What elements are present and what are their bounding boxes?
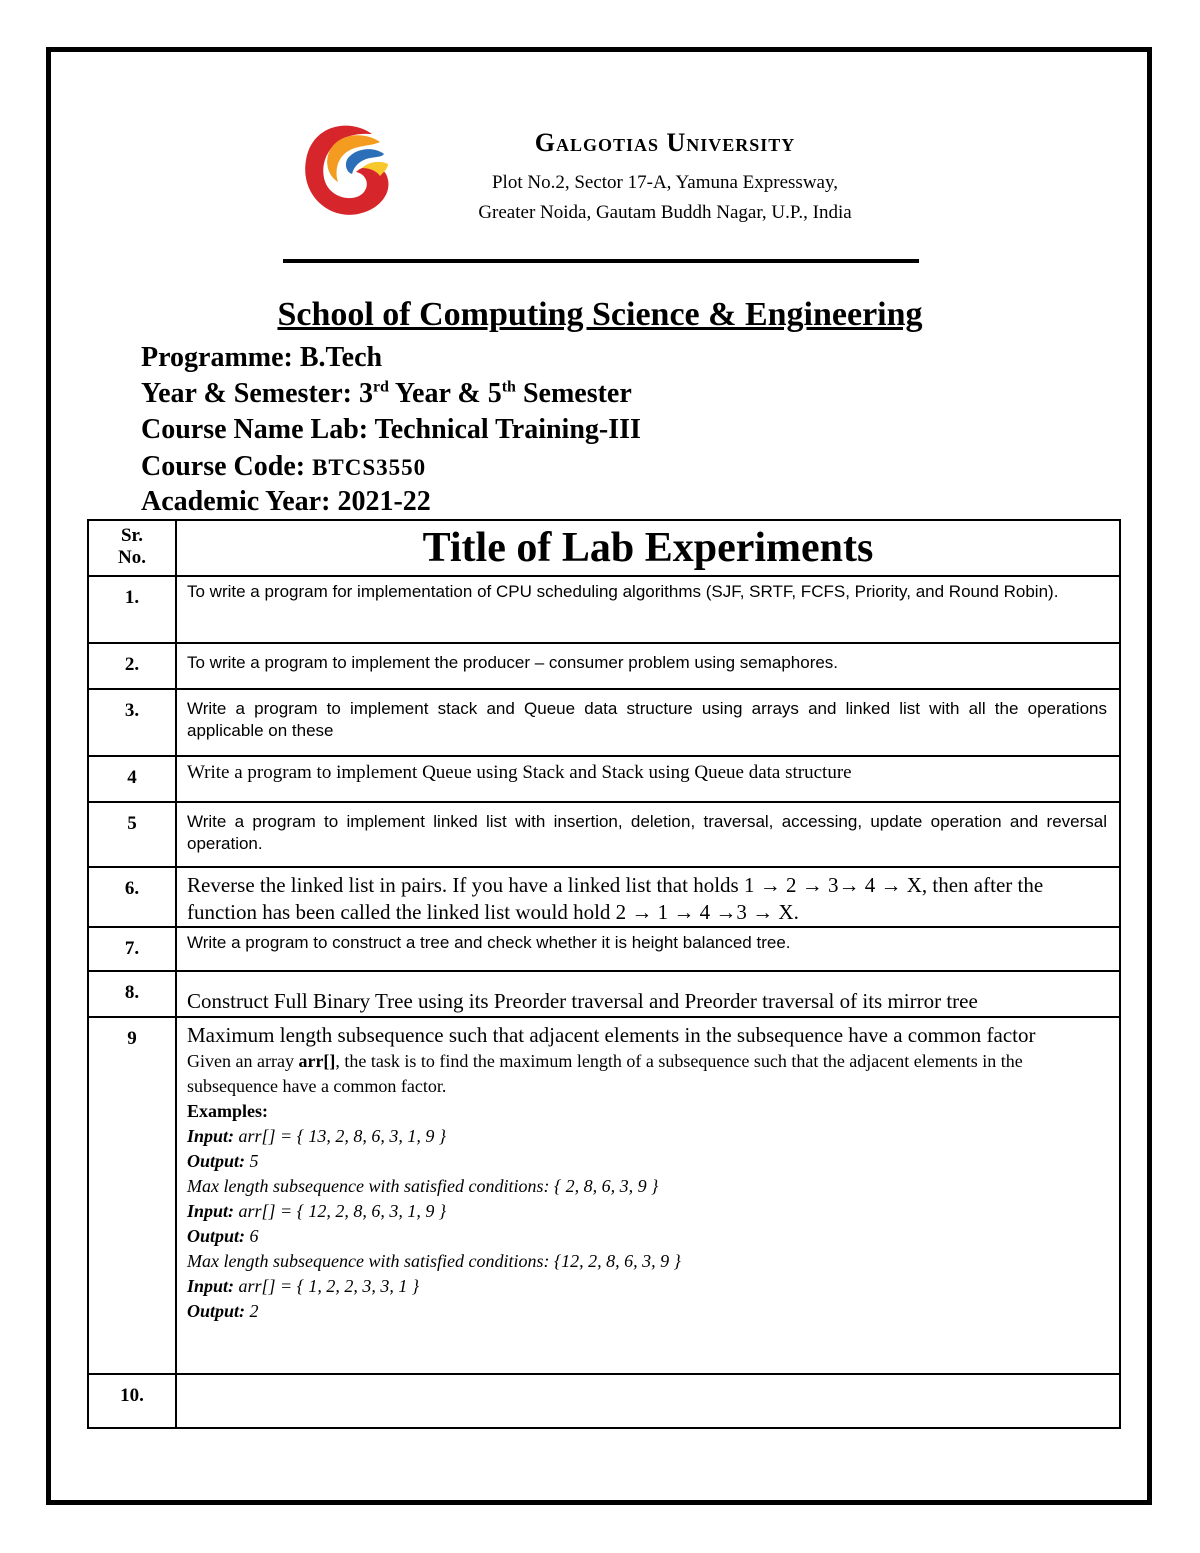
- row-text: Write a program to construct a tree and check whether it is height balanced tree.: [176, 927, 1120, 971]
- year-semester-line: [141, 378, 632, 410]
- row-sr: 8.: [88, 971, 176, 1017]
- academic-year-value: 2021-22: [337, 486, 431, 517]
- lab-experiments-table: [87, 519, 1121, 1429]
- output-value: 2: [245, 1301, 259, 1321]
- table-header-row: [88, 520, 1120, 576]
- table-row: [88, 802, 1120, 867]
- input-value: arr[] = { 1, 2, 2, 3, 3, 1 }: [234, 1276, 420, 1296]
- examples-label: Examples:: [187, 1101, 268, 1121]
- header-sr-line2: No.: [118, 547, 146, 568]
- row-sr: 2.: [88, 643, 176, 689]
- year-number: 3: [358, 378, 373, 409]
- output-label: Output:: [187, 1226, 246, 1246]
- input-label: Input:: [187, 1276, 235, 1296]
- header-title: Title of Lab Experiments: [176, 520, 1120, 576]
- row-text: Reverse the linked list in pairs. If you have a linked list that holds 1 → 2 → 3→ 4 → X, then after the function has been called the linked list would hold 2 → 1 → 4 →3 → X.: [176, 867, 1120, 927]
- school-title: School of Computing Science & Engineering: [277, 296, 923, 333]
- example2-note: Max length subsequence with satisfied conditions: {12, 2, 8, 6, 3, 9 }: [187, 1251, 681, 1271]
- row-9-title: Maximum length subsequence such that adjacent elements in the subsequence have a common factor: [187, 1023, 1036, 1047]
- header-divider: [283, 259, 919, 263]
- output-value: 6: [245, 1226, 259, 1246]
- input-value: arr[] = { 12, 2, 8, 6, 3, 1, 9 }: [234, 1201, 447, 1221]
- row-sr: 5: [88, 802, 176, 867]
- desc-pre: Given an array: [187, 1051, 299, 1071]
- year-suffix: rd: [372, 378, 389, 396]
- course-code-label: Course Code:: [141, 451, 306, 482]
- course-name-value: Technical Training-III: [374, 414, 641, 445]
- row-text: Write a program to implement Queue using Stack and Stack using Queue data structure: [176, 756, 1120, 802]
- table-row: [88, 1017, 1120, 1374]
- row-text: Construct Full Binary Tree using its Preorder traversal and Preorder traversal of its mirror tree: [176, 971, 1120, 1017]
- course-code-line: [141, 451, 426, 483]
- university-address-line2: Greater Noida, Gautam Buddh Nagar, U.P., India: [478, 202, 852, 223]
- course-name-line: [141, 414, 641, 446]
- university-address-line1: Plot No.2, Sector 17-A, Yamuna Expressway,: [491, 172, 839, 193]
- row-text: To write a program to implement the producer – consumer problem using semaphores.: [176, 643, 1120, 689]
- academic-year-line: [141, 486, 431, 518]
- programme-value: B.Tech: [299, 342, 383, 373]
- row-9-description: [187, 1049, 1107, 1099]
- row-sr: 7.: [88, 927, 176, 971]
- row-text: Write a program to implement linked list with insertion, deletion, traversal, accessing, update operation and reversal operation.: [176, 802, 1120, 867]
- row-9-content: [176, 1017, 1120, 1374]
- example2-input: [187, 1199, 1107, 1224]
- example1-input: [187, 1124, 1107, 1149]
- output-label: Output:: [187, 1301, 246, 1321]
- table-row: [88, 1374, 1120, 1428]
- table-row: [88, 576, 1120, 643]
- row-sr: 3.: [88, 689, 176, 756]
- desc-bold: arr[]: [298, 1051, 336, 1071]
- output-value: 5: [245, 1151, 259, 1171]
- semester-word: Semester: [522, 378, 632, 409]
- row-sr: 4: [88, 756, 176, 802]
- table-row: [88, 971, 1120, 1017]
- example3-output: [187, 1299, 1107, 1324]
- row-text: [176, 1374, 1120, 1428]
- academic-year-label: Academic Year:: [141, 486, 331, 517]
- row-sr: 10.: [88, 1374, 176, 1428]
- table-row: [88, 689, 1120, 756]
- year-word: Year &: [394, 378, 481, 409]
- input-label: Input:: [187, 1201, 235, 1221]
- table-row: [88, 756, 1120, 802]
- header-sr-no: [88, 520, 176, 576]
- course-name-label: Course Name Lab:: [141, 414, 369, 445]
- table-row: [88, 927, 1120, 971]
- programme-line: [141, 342, 382, 374]
- row-sr: 6.: [88, 867, 176, 927]
- input-label: Input:: [187, 1126, 235, 1146]
- year-semester-label: Year & Semester:: [141, 378, 352, 409]
- example1-output: [187, 1149, 1107, 1174]
- university-name: Galgotias University: [534, 128, 796, 157]
- table-row: [88, 643, 1120, 689]
- semester-suffix: th: [501, 378, 516, 396]
- programme-label: Programme:: [141, 342, 293, 373]
- example3-input: [187, 1274, 1107, 1299]
- input-value: arr[] = { 13, 2, 8, 6, 3, 1, 9 }: [234, 1126, 447, 1146]
- row-sr: 9: [88, 1017, 176, 1374]
- row-sr: 1.: [88, 576, 176, 643]
- header-sr-line1: Sr.: [120, 525, 143, 546]
- table-row: [88, 867, 1120, 927]
- row-text: Write a program to implement stack and Queue data structure using arrays and linked list with all the operations applicable on these: [176, 689, 1120, 756]
- desc-post: , the task is to find the maximum length of a subsequence such that the adjacent elements in the subsequence have a common factor.: [187, 1051, 1023, 1096]
- example2-output: [187, 1224, 1107, 1249]
- semester-number: 5: [487, 378, 502, 409]
- row-text: To write a program for implementation of CPU scheduling algorithms (SJF, SRTF, FCFS, Priority, and Round Robin).: [176, 576, 1120, 643]
- university-logo-icon: [300, 120, 392, 220]
- course-code-value: BTCS3550: [312, 455, 427, 480]
- example1-note: Max length subsequence with satisfied conditions: { 2, 8, 6, 3, 9 }: [187, 1176, 659, 1196]
- output-label: Output:: [187, 1151, 246, 1171]
